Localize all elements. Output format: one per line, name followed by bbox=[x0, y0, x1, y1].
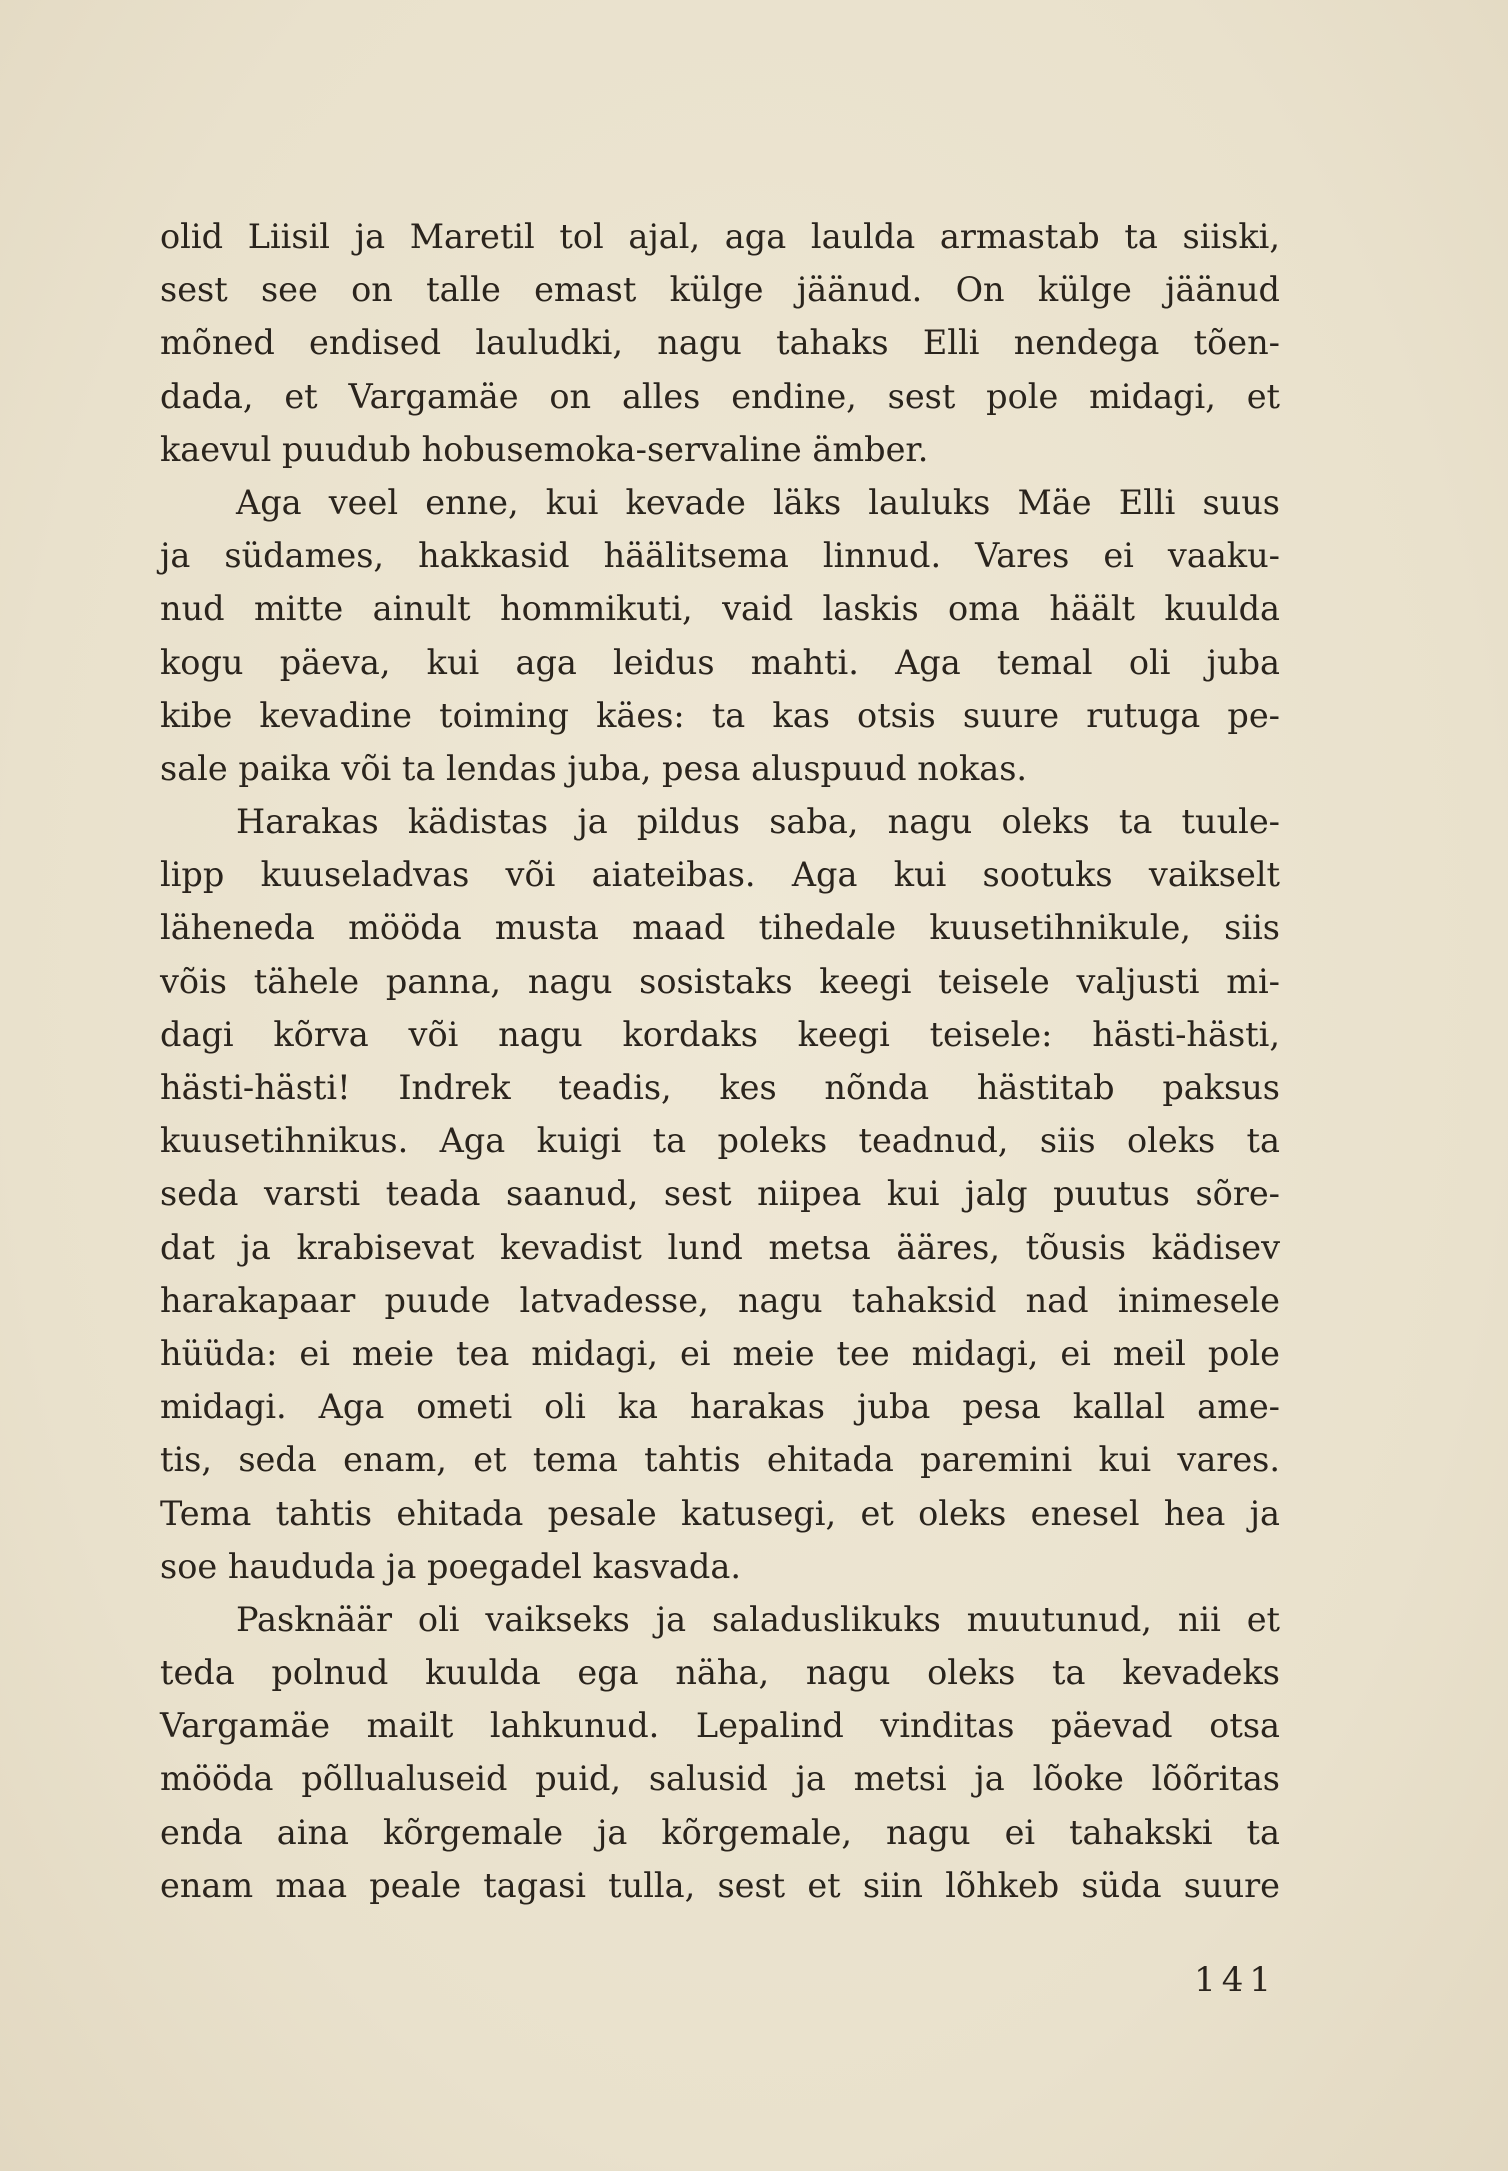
text-line: lipp kuuseladvas või aiateibas. Aga kui sootuks vaikselt bbox=[160, 855, 1280, 895]
text-line: hästi-hästi! Indrek teadis, kes nõnda hästitab paksus bbox=[160, 1068, 1280, 1107]
text-line: Harakas kädistas ja pildus saba, nagu oleks ta tuule- bbox=[236, 802, 1280, 842]
text-line: olid Liisil ja Maretil tol ajal, aga laulda armastab ta siiski, bbox=[160, 217, 1280, 256]
text-line: Tema tahtis ehitada pesale katusegi, et oleks enesel hea ja bbox=[160, 1493, 1280, 1533]
text-line: nud mitte ainult hommikuti, vaid laskis oma häält kuulda bbox=[160, 589, 1280, 629]
text-line: enda aina kõrgemale ja kõrgemale, nagu ei tahakski ta bbox=[160, 1812, 1280, 1852]
text-line: hüüda: ei meie tea midagi, ei meie tee midagi, ei meil pole bbox=[160, 1333, 1280, 1373]
text-line: Vargamäe mailt lahkunud. Lepalind vinditas päevad otsa bbox=[160, 1706, 1280, 1746]
text-line: harakapaar puude latvadesse, nagu tahaksid nad inimesele bbox=[160, 1280, 1280, 1320]
text-line: tis, seda enam, et tema tahtis ehitada paremini kui vares. bbox=[160, 1440, 1280, 1480]
text-line: ja südames, hakkasid häälitsema linnud. Vares ei vaaku- bbox=[160, 536, 1280, 576]
text-line: dagi kõrva või nagu kordaks keegi teisele: hästi-hästi, bbox=[160, 1014, 1280, 1054]
text-line: dada, et Vargamäe on alles endine, sest pole midagi, et bbox=[160, 376, 1280, 416]
text-line: Aga veel enne, kui kevade läks lauluks Mäe Elli suus bbox=[236, 482, 1280, 522]
text-line: mööda põllualuseid puid, salusid ja metsi ja lõoke lõõritas bbox=[160, 1759, 1280, 1799]
text-line: mõned endised lauludki, nagu tahaks Elli nendega tõen- bbox=[160, 323, 1280, 363]
text-line: sest see on talle emast külge jäänud. On külge jäänud bbox=[160, 270, 1280, 310]
body-text bbox=[160, 210, 1280, 1912]
text-line: võis tähele panna, nagu sosistaks keegi teisele valjusti mi- bbox=[160, 961, 1280, 1001]
text-line: midagi. Aga ometi oli ka harakas juba pesa kallal ame- bbox=[160, 1387, 1280, 1427]
text-line: teda polnud kuulda ega näha, nagu oleks ta kevadeks bbox=[160, 1653, 1280, 1693]
text-line: kuusetihnikus. Aga kuigi ta poleks teadnud, siis oleks ta bbox=[160, 1121, 1280, 1161]
text-line: soe haududa ja poegadel kasvada. bbox=[160, 1546, 741, 1586]
text-line: läheneda mööda musta maad tihedale kuusetihnikule, siis bbox=[160, 908, 1280, 948]
text-line: kaevul puudub hobusemoka-servaline ämber. bbox=[160, 429, 929, 469]
text-line: Pasknäär oli vaikseks ja saladuslikuks muutunud, nii et bbox=[236, 1599, 1280, 1639]
text-line: seda varsti teada saanud, sest niipea kui jalg puutus sõre- bbox=[160, 1174, 1280, 1214]
text-line: kogu päeva, kui aga leidus mahti. Aga temal oli juba bbox=[160, 642, 1280, 682]
text-line: dat ja krabisevat kevadist lund metsa ääres, tõusis kädisev bbox=[160, 1227, 1280, 1267]
text-line: kibe kevadine toiming käes: ta kas otsis suure rutuga pe- bbox=[160, 695, 1280, 735]
page-number: 141 bbox=[1194, 1960, 1277, 2000]
text-line: sale paika või ta lendas juba, pesa aluspuud nokas. bbox=[160, 748, 1028, 788]
text-line: enam maa peale tagasi tulla, sest et siin lõhkeb süda suure bbox=[160, 1865, 1280, 1905]
